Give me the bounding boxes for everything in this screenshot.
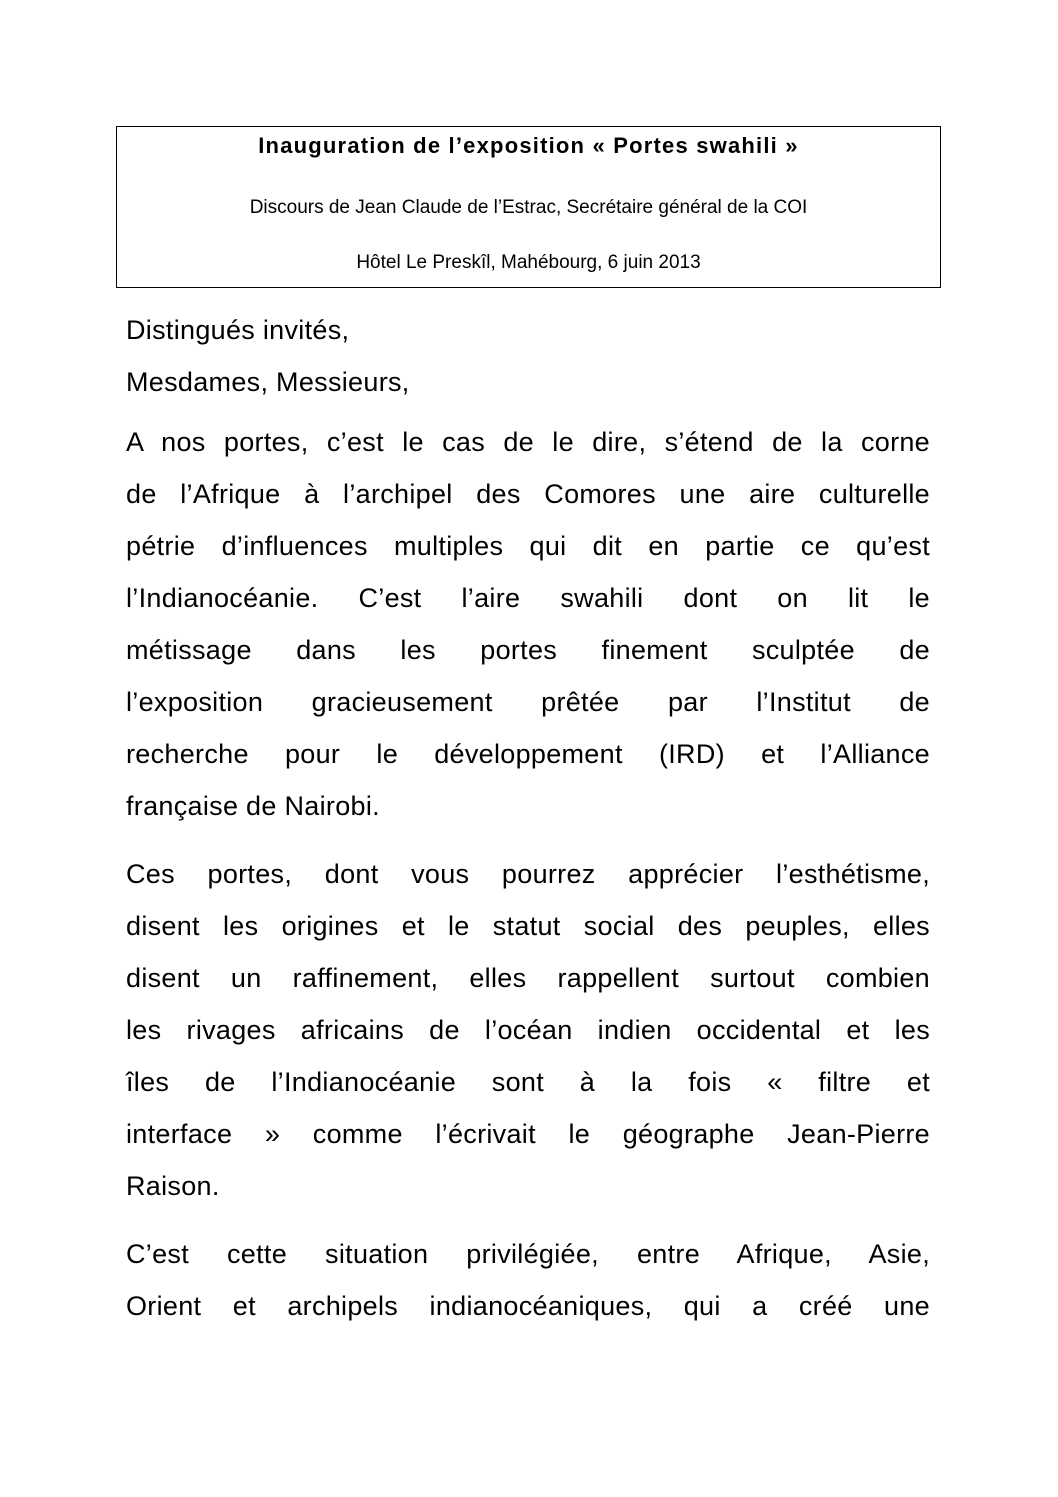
paragraph-line: française de Nairobi. xyxy=(126,791,380,821)
paragraph-line: disent les origines et le statut social des peuples, elles xyxy=(126,911,930,941)
paragraph-line: A nos portes, c’est le cas de le dire, s’étend de la corne xyxy=(126,427,930,457)
paragraph-line: les rivages africains de l’océan indien occidental et les xyxy=(126,1015,930,1045)
document-subtitle: Discours de Jean Claude de l’Estrac, Secrétaire général de la COI xyxy=(249,197,808,218)
paragraph-line: Orient et archipels indianocéaniques, qui a créé une xyxy=(126,1291,930,1321)
document-location-date: Hôtel Le Preskîl, Mahébourg, 6 juin 2013 xyxy=(356,252,701,273)
document-title: Inauguration de l’exposition « Portes swahili » xyxy=(258,133,799,158)
paragraph-line: interface » comme l’écrivait le géographe Jean-Pierre xyxy=(126,1119,930,1149)
paragraph-line: métissage dans les portes finement sculptée de xyxy=(126,635,930,665)
paragraph-line: de l’Afrique à l’archipel des Comores une aire culturelle xyxy=(126,479,930,509)
paragraph-line: pétrie d’influences multiples qui dit en partie ce qu’est xyxy=(126,531,930,561)
paragraph-line: C’est cette situation privilégiée, entre Afrique, Asie, xyxy=(126,1239,930,1269)
paragraph-line: Ces portes, dont vous pourrez apprécier l’esthétisme, xyxy=(126,859,930,889)
paragraph-line: disent un raffinement, elles rappellent surtout combien xyxy=(126,963,930,993)
paragraph-line: l’Indianocéanie. C’est l’aire swahili dont on lit le xyxy=(126,583,930,613)
salutation-line: Mesdames, Messieurs, xyxy=(126,367,410,397)
paragraph-line: recherche pour le développement (IRD) et l’Alliance xyxy=(126,739,930,769)
header-box xyxy=(116,126,941,288)
paragraph-line: l’exposition gracieusement prêtée par l’Institut de xyxy=(126,687,930,717)
paragraph-line: îles de l’Indianocéanie sont à la fois « filtre et xyxy=(126,1067,930,1097)
paragraph-line: Raison. xyxy=(126,1171,220,1201)
salutation-line: Distingués invités, xyxy=(126,315,350,345)
